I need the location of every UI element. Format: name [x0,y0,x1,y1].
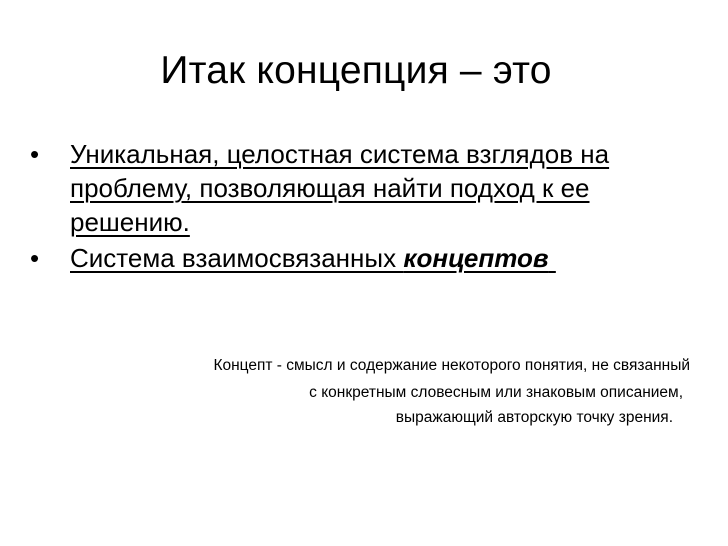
bullet-dot-icon: • [30,139,40,169]
bullet-item [30,137,710,239]
definition-note [80,352,690,431]
bullet-text: Уникальная, целостная система взглядов на проблему, позволяющая найти подход к ее решению. [70,139,610,237]
note-line: Концепт - смысл и содержание некоторого понятия, не связанный [213,357,690,374]
bullet-text-tail [549,243,556,273]
note-line: выражающий авторскую точку зрения. [395,409,673,426]
bullet-list [30,137,710,275]
bullet-dot-icon: • [30,243,40,273]
bullet-text-emphasis: концептов [403,243,549,273]
bullet-text [70,243,556,273]
note-line: с конкретным словесным или знаковым описанием, [309,384,683,401]
bullet-text-plain: Система взаимосвязанных [70,243,404,273]
slide-title: Итак концепция – это [160,49,552,92]
bullet-item [30,241,710,275]
